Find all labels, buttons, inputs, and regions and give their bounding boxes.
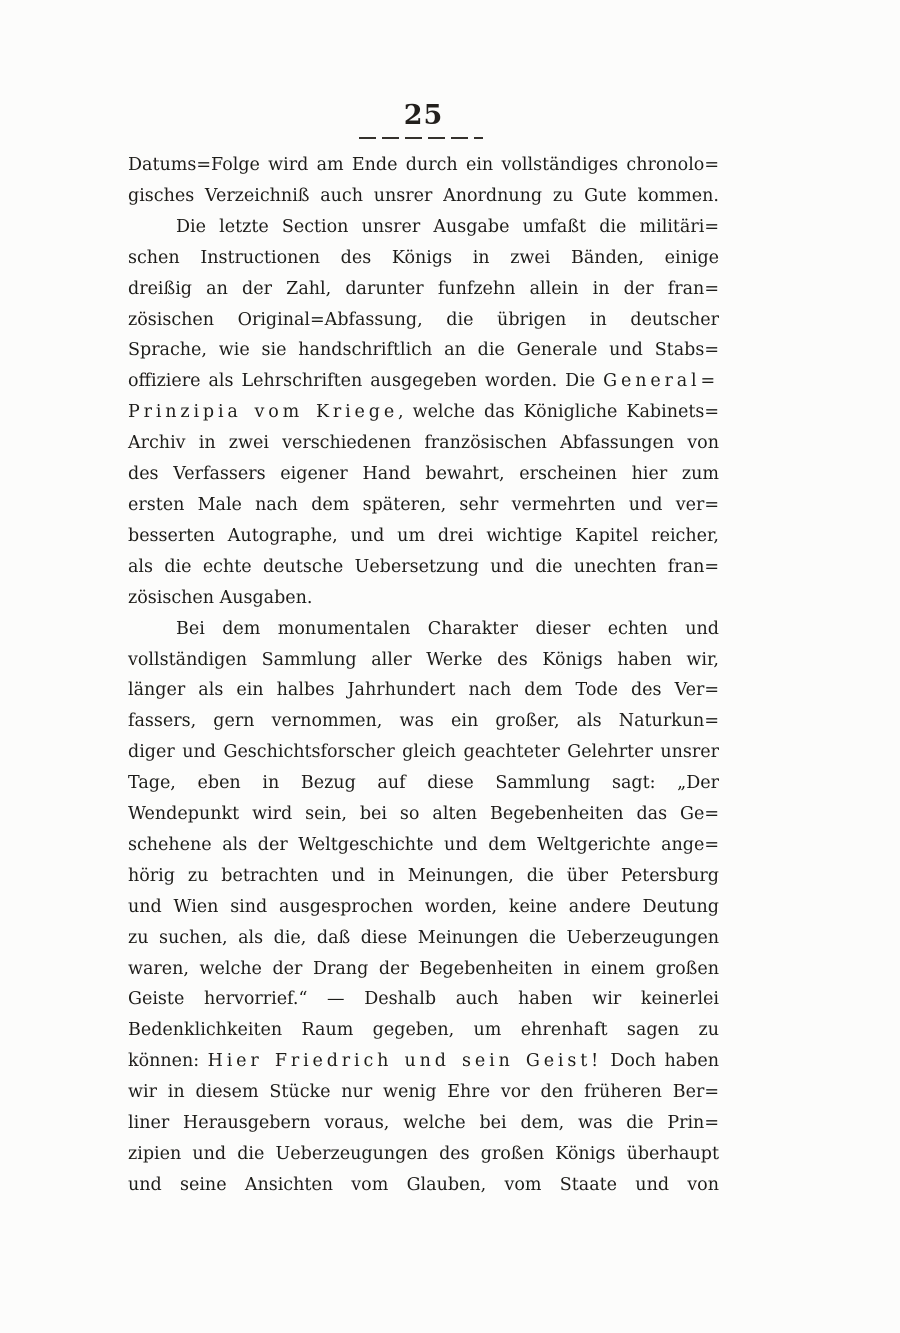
text-line (128, 583, 719, 614)
text-line (128, 1015, 719, 1046)
line-text: diger und Geschichtsforscher gleich geachteter Gelehrter unsrer (128, 742, 719, 763)
line-text: zösischen Ausgaben. (128, 587, 313, 608)
text-line (128, 1139, 719, 1170)
line-text: Bei dem monumentalen Charakter dieser echten und (176, 618, 719, 639)
line-text: können: (128, 1051, 208, 1072)
text-line (128, 799, 719, 830)
line-text: Tage, eben in Bezug auf diese Sammlung sagt: „Der (128, 773, 719, 794)
text-column (128, 150, 719, 1201)
line-text: offiziere als Lehrschriften ausgegeben worden. Die (128, 371, 604, 392)
line-text: und seine Ansichten vom Glauben, vom Staate und von (128, 1174, 719, 1195)
text-line (128, 830, 719, 861)
text-line (128, 459, 719, 490)
text-line (128, 614, 719, 645)
text-line (128, 521, 719, 552)
text-line (128, 861, 719, 892)
line-text: ersten Male nach dem späteren, sehr vermehrten und ver= (128, 494, 719, 515)
text-line (128, 1108, 719, 1139)
text-line (128, 984, 719, 1015)
text-line (128, 892, 719, 923)
line-text: zipien und die Ueberzeugungen des großen Königs überhaupt (128, 1144, 719, 1164)
line-text: des Verfassers eigener Hand bewahrt, erscheinen hier zum (128, 464, 719, 485)
line-text: liner Herausgebern voraus, welche bei dem, was die Prin= (128, 1113, 719, 1134)
text-line (128, 150, 719, 181)
text-line (128, 954, 719, 985)
text-line (128, 490, 719, 521)
line-text: zösischen Original=Abfassung, die übrigen in deutscher (128, 309, 719, 330)
text-line (128, 366, 719, 397)
line-text: gisches Verzeichniß auch unsrer Anordnung zu Gute kommen. (128, 185, 719, 206)
text-line (128, 335, 719, 366)
line-text: und Wien sind ausgesprochen worden, keine andere Deutung (128, 896, 719, 917)
line-text: , welche das Königliche Kabinets= (398, 402, 720, 423)
line-text: fassers, gern vernommen, was ein großer, als Naturkun= (128, 711, 719, 732)
text-line (128, 645, 719, 676)
page-number-rule (359, 137, 483, 139)
text-line (128, 243, 719, 274)
line-text: Die letzte Section unsrer Ausgabe umfaßt die militäri= (176, 216, 719, 237)
text-line (128, 1077, 719, 1108)
line-text: länger als ein halbes Jahrhundert nach dem Tode des Ver= (128, 680, 719, 701)
text-line (128, 768, 719, 799)
line-text: vollständigen Sammlung aller Werke des Königs haben wir, (128, 649, 719, 670)
text-line (128, 737, 719, 768)
line-text: Archiv in zwei verschiedenen französischen Abfassungen von (128, 433, 719, 454)
line-text: als die echte deutsche Uebersetzung und die unechten fran= (128, 556, 719, 577)
spaced-emphasis-text: General= (603, 371, 719, 392)
text-line (128, 675, 719, 706)
text-line (128, 923, 719, 954)
text-line (128, 428, 719, 459)
line-text: zu suchen, als die, daß diese Meinungen die Ueberzeugungen (128, 927, 719, 948)
text-line (128, 397, 719, 428)
line-text: besserten Autographe, und um drei wichtige Kapitel reicher, (128, 525, 719, 546)
line-text: Bedenklichkeiten Raum gegeben, um ehrenhaft sagen zu (128, 1020, 719, 1041)
text-line (128, 552, 719, 583)
text-line (128, 212, 719, 243)
line-text: wir in diesem Stücke nur wenig Ehre vor den früheren Ber= (128, 1082, 719, 1103)
line-text: Geiste hervorrief.“ — Deshalb auch haben wir keinerlei (128, 989, 719, 1010)
line-text: Doch haben (601, 1051, 719, 1072)
line-text: Sprache, wie sie handschriftlich an die Generale und Stabs= (128, 340, 719, 361)
line-text: waren, welche der Drang der Begebenheiten in einem großen (128, 958, 719, 979)
line-text: Datums=Folge wird am Ende durch ein vollständiges chronolo= (128, 155, 719, 175)
text-line (128, 706, 719, 737)
spaced-emphasis-text: Prinzipia vom Kriege (128, 402, 399, 423)
line-text: schen Instructionen des Königs in zwei Bänden, einige (128, 247, 719, 268)
text-line (128, 181, 719, 212)
text-line (128, 305, 719, 336)
line-text: schehene als der Weltgeschichte und dem Weltgerichte ange= (128, 834, 719, 855)
text-line (128, 1046, 719, 1077)
text-line (128, 274, 719, 305)
text-line (128, 1170, 719, 1201)
line-text: Wendepunkt wird sein, bei so alten Begebenheiten das Ge= (128, 804, 719, 825)
line-text: hörig zu betrachten und in Meinungen, die über Petersburg (128, 865, 719, 886)
line-text: dreißig an der Zahl, darunter funfzehn allein in der fran= (128, 278, 719, 299)
page-number: 25 (403, 100, 444, 131)
spaced-emphasis-text: Hier Friedrich und sein Geist! (207, 1051, 602, 1072)
